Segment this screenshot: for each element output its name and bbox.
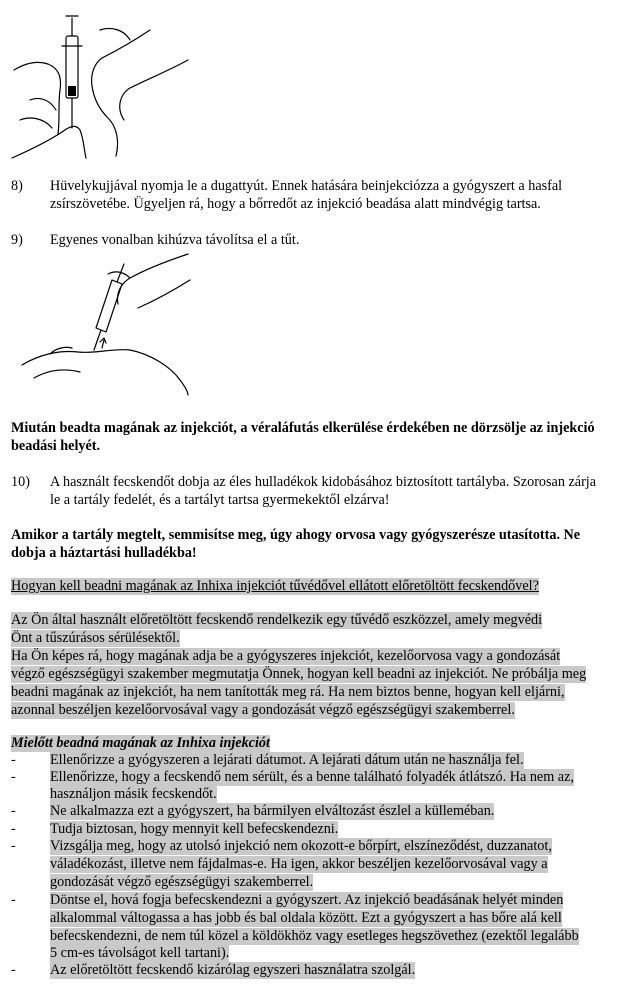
step-10-text-line2: le a tartály fedelét, és a tartályt tartsa gyermekektől elzárva!	[50, 492, 390, 508]
bullet-last-injection-line1: Vizsgálja meg, hogy az utolsó injekció nem okozott-e bőrpírt, elszíneződést, duzzanatot,	[50, 838, 552, 854]
intro-line2: Önt a tűszúrásos sérülésektől.	[11, 630, 180, 646]
bullet-injection-site-line1: Döntse el, hová fogja befecskendezni a gyógyszert. Az injekció beadásának helyét minden	[50, 892, 564, 908]
intro-line1: Az Ön által használt előretöltött fecskendő rendelkezik egy tűvédő eszközzel, amely megvédi	[11, 612, 543, 628]
bullet-expiry: Ellenőrizze a gyógyszeren a lejárati dátumot. A lejárati dátum után ne használja fel.	[50, 752, 524, 768]
bullet-last-injection-line2: váladékozást, illetve nem fájdalmas-e. Ha igen, akkor beszéljen kezelőorvosával vagy a	[50, 856, 548, 872]
warning-no-rubbing-line2: beadási helyét.	[11, 438, 101, 454]
step-10-text-line1: A használt fecskendőt dobja az éles hulladékok kidobásához biztosított tartályba. Szorosan zárja	[50, 474, 597, 490]
step-9-text: Egyenes vonalban kihúzva távolítsa el a tűt.	[50, 232, 300, 248]
intro-line6: azonnal beszéljen kezelőorvosával vagy a gondozását végző egészségügyi szakemberrel.	[11, 702, 515, 718]
bullet-dash: -	[11, 769, 16, 785]
intro-line3: Ha Ön képes rá, hogy magának adja be a gyógyszeres injekciót, kezelőorvosa vagy a gondozását	[11, 648, 561, 664]
warning-no-rubbing-line1: Miután beadta magának az injekciót, a véraláfutás elkerülése érdekében ne dörzsölje az injekció	[11, 420, 595, 436]
warning-disposal-line2: dobja a háztartási hulladékba!	[11, 545, 197, 561]
bullet-injection-site-line3: befecskendezni, de nem túl közel a köldökhöz vagy esetleges hegszövethez (ezektől legalább	[50, 928, 579, 944]
step-8-text-line2: zsírszövetébe. Ügyeljen rá, hogy a bőrredőt az injekció beadása alatt mindvégig tartsa.	[50, 196, 541, 212]
bullet-last-injection-line3: gondozását végző egészségügyi szakemberrel.	[50, 874, 314, 890]
bullet-amount: Tudja biztosan, hogy mennyit kell befecskendezni.	[50, 821, 339, 837]
bullet-check-syringe-line1: Ellenőrizze, hogy a fecskendő nem sérült, és a benne található folyadék átlátszó. Ha nem az,	[50, 769, 574, 785]
intro-line5: beadni magának az injekciót, ha nem tanították meg rá. Ha nem biztos benne, hogyan kell eljárni,	[11, 684, 565, 700]
bullet-dash: -	[11, 821, 16, 837]
step-10-number: 10)	[11, 474, 30, 490]
withdraw-needle-illustration	[20, 250, 200, 395]
warning-disposal-line1: Amikor a tartály megtelt, semmisítse meg, úgy ahogy orvosa vagy gyógyszerésze utasította. Ne	[11, 527, 581, 543]
step-8-number: 8)	[11, 178, 23, 194]
before-heading: Mielőtt beadná magának az Inhixa injekciót	[11, 735, 270, 751]
section-heading: Hogyan kell beadni magának az Inhixa injekciót tűvédővel ellátott előretöltött fecskendővel?	[11, 578, 539, 594]
bullet-dash: -	[11, 803, 16, 819]
bullet-dash: -	[11, 962, 16, 978]
bullet-appearance: Ne alkalmazza ezt a gyógyszert, ha bármilyen elváltozást észlel a külleméban.	[50, 803, 495, 819]
intro-line4: végző egészségügyi szakember megmutatja Önnek, hogyan kell beadni az injekciót. Ne próbálja meg	[11, 666, 587, 682]
bullet-dash: -	[11, 838, 16, 854]
step-8-text-line1: Hüvelykujjával nyomja le a dugattyút. Ennek hatására beinjekciózza a gyógyszert a hasfal	[50, 178, 563, 194]
bullet-dash: -	[11, 752, 16, 768]
bullet-injection-site-line2: alkalommal váltogassa a has jobb és bal oldala között. Ezt a gyógyszert a has bőre alá kell	[50, 910, 562, 926]
step-9-number: 9)	[11, 232, 23, 248]
injection-illustration	[0, 0, 200, 160]
bullet-dash: -	[11, 892, 16, 908]
bullet-check-syringe-line2: használjon másik fecskendőt.	[50, 786, 217, 802]
bullet-injection-site-line4: 5 cm-es távolságot kell tartani).	[50, 945, 230, 961]
bullet-single-use: Az előretöltött fecskendő kizárólag egyszeri használatra szolgál.	[50, 962, 416, 978]
